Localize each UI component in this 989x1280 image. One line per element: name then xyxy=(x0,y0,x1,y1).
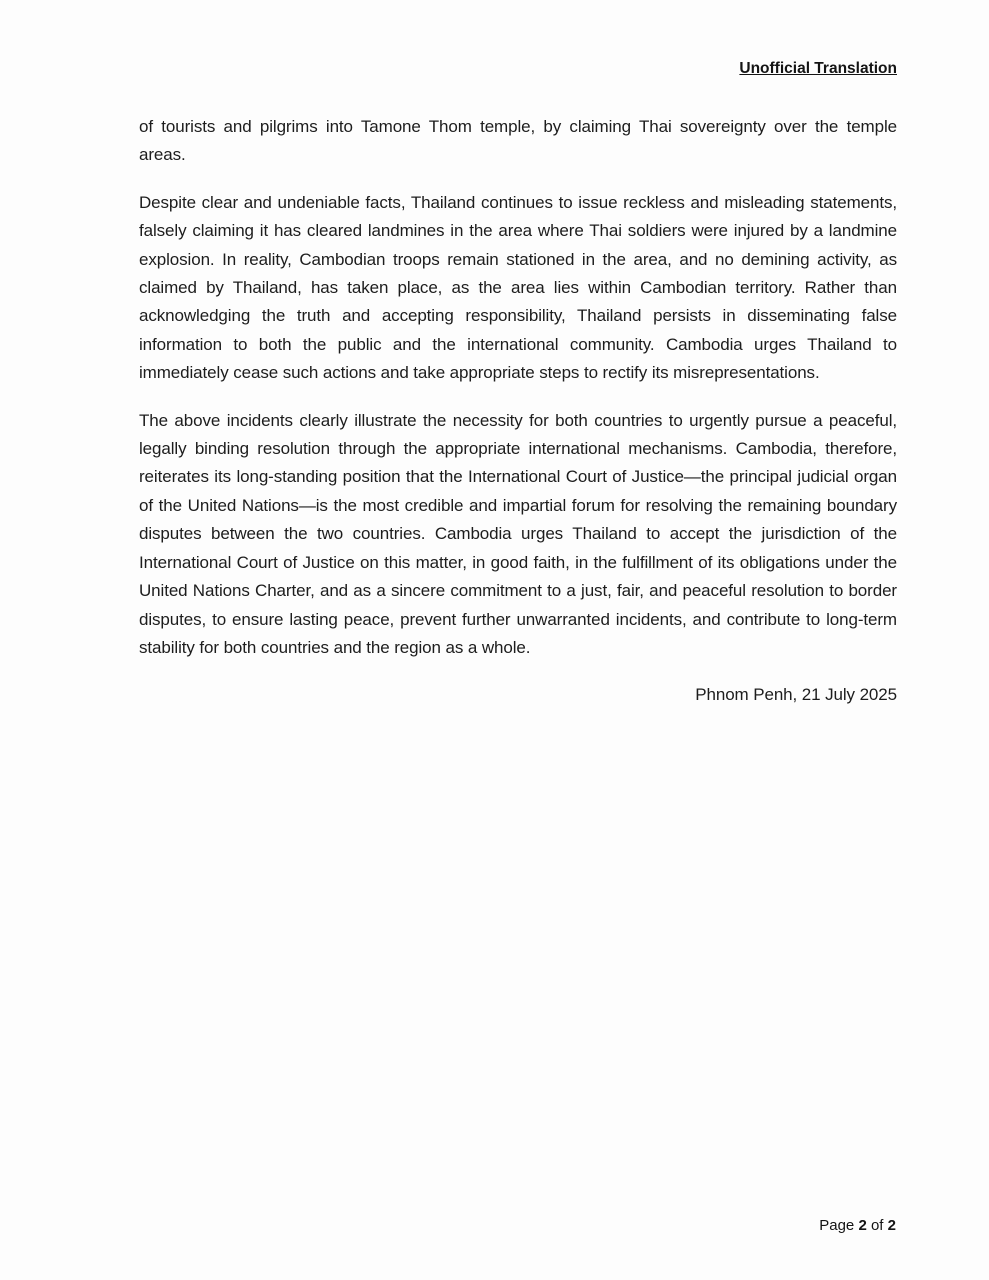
footer-total-pages: 2 xyxy=(887,1217,896,1234)
paragraph-landmine-statements: Despite clear and undeniable facts, Thailand continues to issue reckless and misleading statements, falsely claiming it has cleared landmines in the area where Thai soldiers were injured by a landmine explosion. In reality, Cambodian troops remain stationed in the area, and no demining activity, as claimed by Thailand, has taken place, as the area lies within Cambodian territory. Rather than acknowledging the truth and accepting responsibility, Thailand persists in disseminating false information to both the public and the international community. Cambodia urges Thailand to immediately cease such actions and take appropriate steps to rectify its misrepresentations. xyxy=(139,192,897,383)
footer-page-label: Page xyxy=(819,1217,855,1234)
unofficial-translation-header: Unofficial Translation xyxy=(739,60,897,77)
paragraph-temple-areas: of tourists and pilgrims into Tamone Thom temple, by claiming Thai sovereignty over the temple areas. xyxy=(139,117,897,165)
footer-of-label: of xyxy=(870,1217,884,1234)
document-content xyxy=(139,58,897,729)
footer-page-number: 2 xyxy=(858,1217,867,1234)
document-body xyxy=(139,113,897,710)
dateline: Phnom Penh, 21 July 2025 xyxy=(695,685,897,705)
page-number-footer xyxy=(819,1216,896,1236)
paragraph-icj-resolution: The above incidents clearly illustrate the necessity for both countries to urgently pursue a peaceful, legally binding resolution through the appropriate international mechanisms. Cambodia, therefore, reiterates its long-standing position that the International Court of Justice—the principal judicial organ of the United Nations—is the most credible and impartial forum for resolving the remaining boundary disputes between the two countries. Cambodia urges Thailand to accept the jurisdiction of the International Court of Justice on this matter, in good faith, in the fulfillment of its obligations under the United Nations Charter, and as a sincere commitment to a just, fair, and peaceful resolution to border disputes, to ensure lasting peace, prevent further unwarranted incidents, and contribute to long-term stability for both countries and the region as a whole. xyxy=(139,410,897,657)
